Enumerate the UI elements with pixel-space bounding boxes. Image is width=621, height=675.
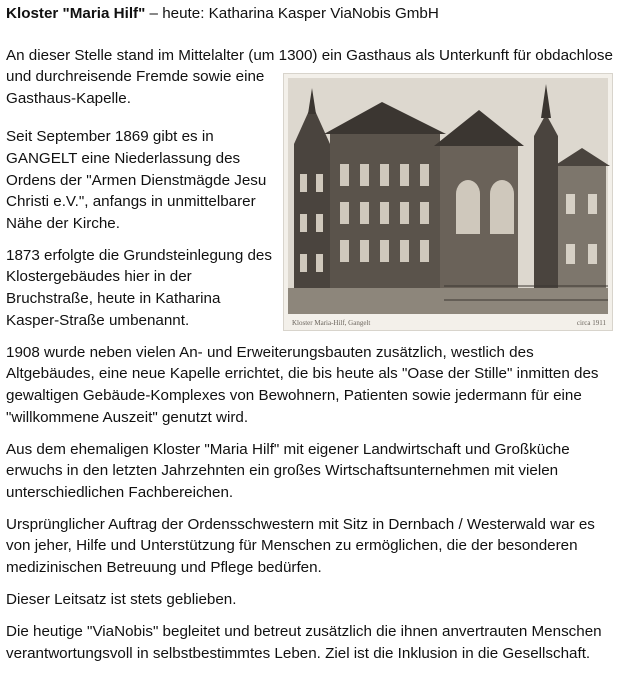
photo-caption-right: circa 1911 (576, 319, 606, 327)
paragraph-foundation-stone: 1873 erfolgte die Grundsteinlegung des Klostergebäudes hier in der Bruchstraße, heute in Katharina Kasper-Straße umbenannt. (6, 246, 272, 329)
heading-subtitle: – heute: Katharina Kasper ViaNobis GmbH (145, 5, 439, 22)
p1-line-1: An dieser Stelle stand im Mittelalter (um 1300) ein Gasthaus als Unterkunft für obdachlose (6, 46, 613, 64)
photo-caption-left: Kloster Maria-Hilf, Gangelt (292, 319, 371, 327)
document-heading (6, 3, 618, 25)
monastery-building-illustration (284, 74, 612, 330)
paragraph-guiding-principle: Dieser Leitsatz ist stets geblieben. (6, 591, 237, 609)
historic-monastery-photo (283, 73, 613, 331)
paragraph-order-settlement: Seit September 1869 gibt es in GANGELT eine Niederlassung des Ordens der "Armen Dienstmägde Jesu Christi e.V.", anfangs in unmittelbarer Nähe der Kirche. (6, 128, 267, 232)
paragraph-mission: Ursprünglicher Auftrag der Ordensschwestern mit Sitz in Dernbach / Westerwald war es von jeher, Hilfe und Unterstützung für Menschen zu ermöglichen, die der besonderen medizinischen Betreuung und Pflege bedürfen. (6, 515, 595, 577)
p1-line-2: und durchreisende Fremde sowie eine (6, 68, 265, 86)
paragraph-chapel-1908: 1908 wurde neben vielen An- und Erweiterungsbauten zusätzlich, westlich des Altgebäudes, eine neue Kapelle errichtet, die bis heute als "Oase der Stille" inmitten des gewaltigen Gebäude-Komplexes von Bewohnern, Patienten sowie jedermann für eine "willkommene Auszeit" genutzt wird. (6, 343, 599, 426)
paragraph-vianobis-today: Die heutige "ViaNobis" begleitet und betreut zusätzlich die ihnen anvertrauten Menschen verantwortungsvoll in selbstbestimmtes Leben. Ziel ist die Inklusion in die Gesellschaft. (6, 623, 602, 662)
p1-line-3: Gasthaus-Kapelle. (6, 89, 131, 107)
heading-name: Kloster "Maria Hilf" (6, 5, 146, 22)
paragraph-enterprise: Aus dem ehemaligen Kloster "Maria Hilf" mit eigener Landwirtschaft und Großküche erwuchs in den letzten Jahrzehnten ein großes Wirtschaftsunternehmen mit vielen unterschiedlichen Fachbereichen. (6, 440, 570, 501)
